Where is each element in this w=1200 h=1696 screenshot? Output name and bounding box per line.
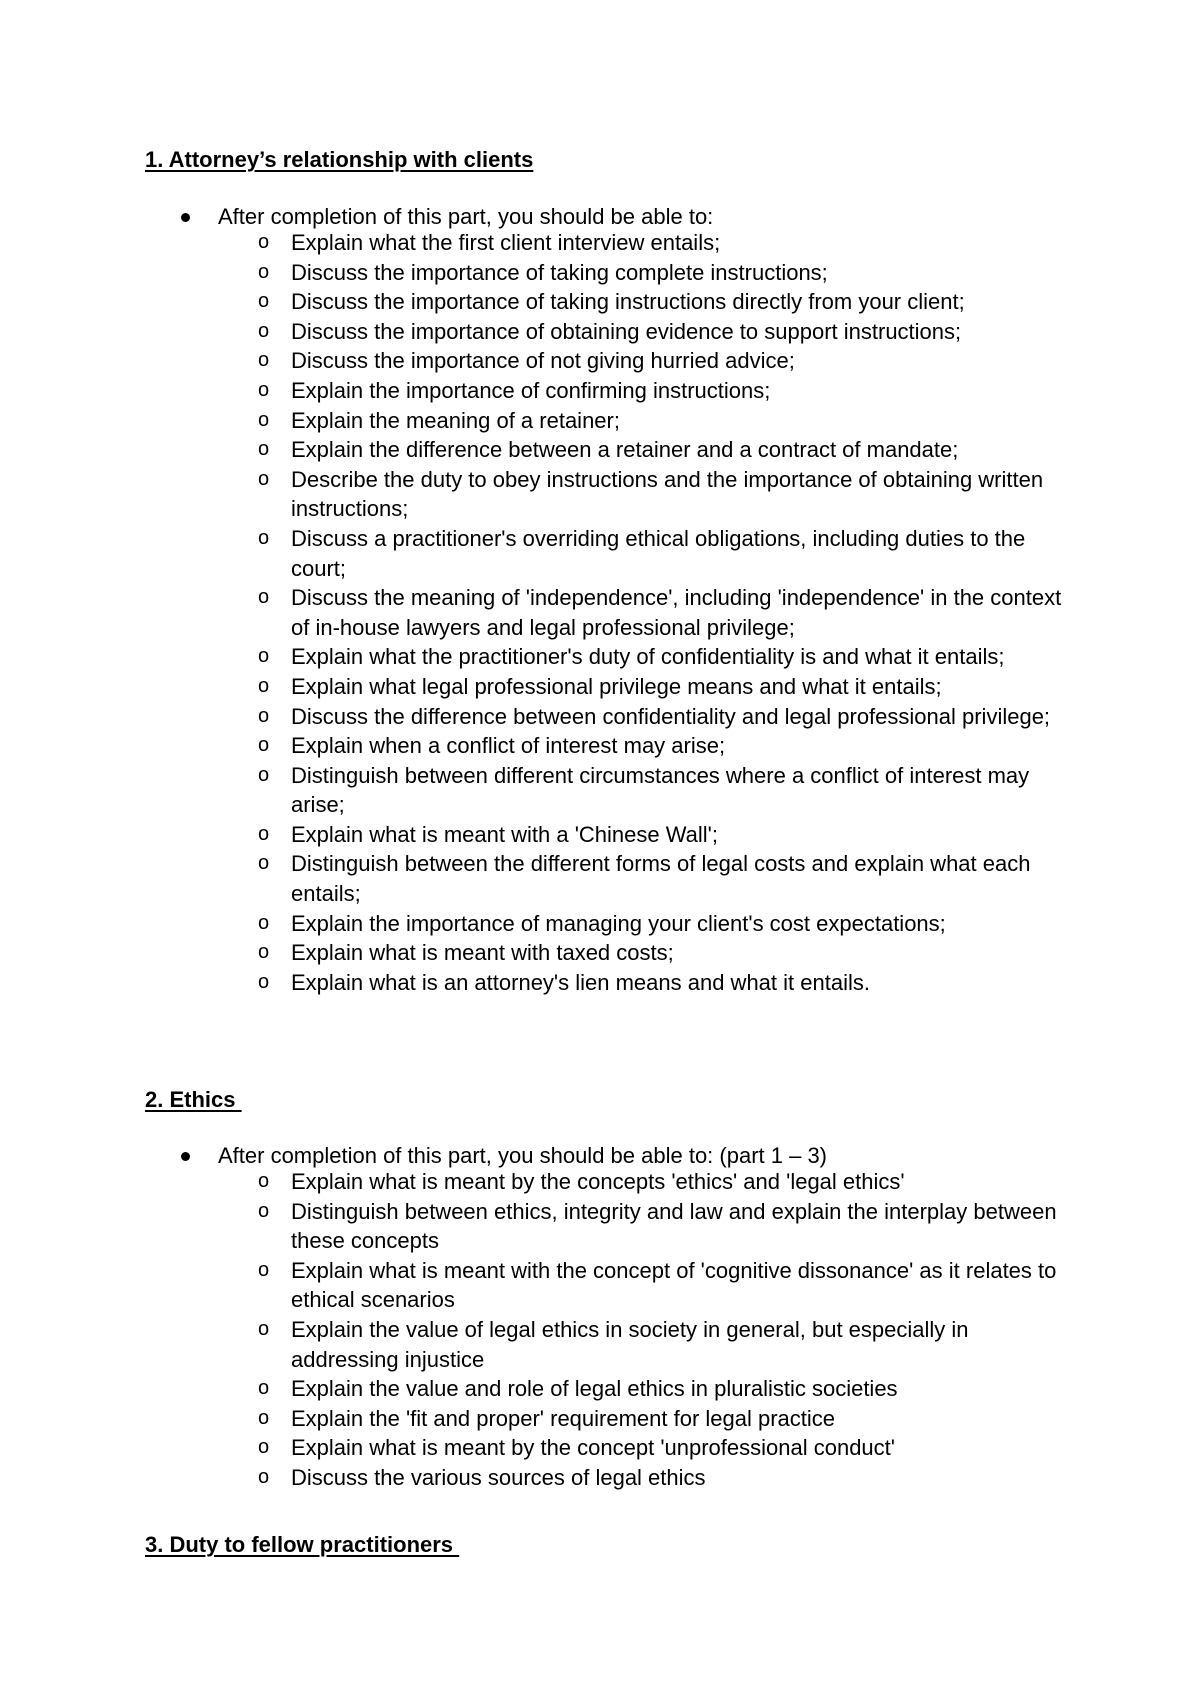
list-item [258, 583, 1078, 642]
list-item [258, 406, 1078, 436]
list-item-text: Discuss a practitioner's overriding ethical obligations, including duties to the court; [291, 525, 1026, 581]
list-item [258, 672, 1078, 702]
circle-bullet-icon: o [258, 349, 270, 372]
list-item-text: Explain the difference between a retainer and a contract of mandate; [291, 437, 959, 463]
section-2-intro-text: After completion of this part, you should be able to: (part 1 – 3) [218, 1143, 828, 1168]
circle-bullet-icon: o [258, 852, 270, 875]
circle-bullet-icon: o [258, 911, 270, 934]
circle-bullet-icon: o [258, 704, 270, 727]
list-item-text: Discuss the importance of taking complete instructions; [291, 259, 828, 285]
circle-bullet-icon: o [258, 734, 270, 757]
circle-bullet-icon: o [258, 231, 270, 253]
list-item-text: Distinguish between different circumstances where a conflict of interest may arise; [291, 762, 1030, 818]
list-item-text: Explain what legal professional privilege means and what it entails; [291, 673, 942, 699]
bullet-dot-icon [181, 213, 190, 222]
list-item [258, 1256, 1078, 1315]
circle-bullet-icon: o [258, 467, 270, 490]
circle-bullet-icon: o [258, 1258, 270, 1281]
list-item [258, 524, 1078, 583]
list-item [258, 1404, 1078, 1434]
list-item-text: Explain what is meant by the concepts 'ethics' and 'legal ethics' [291, 1169, 905, 1194]
list-item [258, 731, 1078, 761]
list-item-text: Explain the value and role of legal ethics in pluralistic societies [291, 1376, 898, 1402]
circle-bullet-icon: o [258, 260, 270, 283]
list-item [258, 938, 1078, 968]
list-item [258, 228, 1078, 258]
circle-bullet-icon: o [258, 1436, 270, 1459]
list-item-text: Explain what is meant with a 'Chinese Wall'; [291, 821, 718, 847]
section-1-objectives-list [258, 228, 1078, 997]
circle-bullet-icon: o [258, 319, 270, 342]
circle-bullet-icon: o [258, 1465, 270, 1488]
list-item-text: Discuss the meaning of 'independence', including 'independence' in the context of in-house lawyers and legal professional privilege; [291, 585, 1062, 640]
list-item-text: Explain the importance of managing your client's cost expectations; [291, 910, 946, 936]
section-2-objectives-list [258, 1167, 1078, 1493]
list-item-text: Discuss the various sources of legal ethics [291, 1464, 706, 1490]
list-item [258, 465, 1078, 524]
circle-bullet-icon: o [258, 1406, 270, 1429]
list-item-text: Explain what the practitioner's duty of confidentiality is and what it entails; [291, 644, 1005, 670]
circle-bullet-icon: o [258, 1377, 270, 1400]
list-item-text: Explain what the first client interview entails; [291, 230, 721, 255]
list-item-text: Explain what is meant with the concept of 'cognitive dissonance' as it relates to ethical scenarios [291, 1257, 1057, 1313]
section-1-intro-text: After completion of this part, you should be able to: [218, 204, 714, 229]
list-item-text: Explain when a conflict of interest may arise; [291, 733, 726, 759]
list-item [258, 435, 1078, 465]
list-item [258, 1315, 1078, 1374]
list-item [258, 346, 1078, 376]
list-item [258, 376, 1078, 406]
list-item [258, 1197, 1078, 1256]
circle-bullet-icon: o [258, 970, 270, 993]
list-item [258, 287, 1078, 317]
circle-bullet-icon: o [258, 586, 270, 609]
list-item-text: Explain what is meant with taxed costs; [291, 940, 674, 966]
list-item [258, 1463, 1078, 1493]
list-item [258, 258, 1078, 288]
list-item [258, 968, 1078, 998]
list-item-text: Discuss the importance of obtaining evidence to support instructions; [291, 318, 962, 344]
circle-bullet-icon: o [258, 526, 270, 549]
list-item-text: Distinguish between ethics, integrity and law and explain the interplay between these concepts [291, 1198, 1057, 1254]
section-3-heading: 3. Duty to fellow practitioners [145, 1532, 460, 1557]
circle-bullet-icon: o [258, 438, 270, 461]
list-item [258, 909, 1078, 939]
circle-bullet-icon: o [258, 941, 270, 964]
circle-bullet-icon: o [258, 645, 270, 668]
bullet-dot-icon [181, 1152, 190, 1161]
list-item [258, 761, 1078, 820]
circle-bullet-icon: o [258, 408, 270, 431]
list-item-text: Explain the value of legal ethics in society in general, but especially in addressing injustice [291, 1316, 969, 1372]
list-item [258, 642, 1078, 672]
list-item [258, 820, 1078, 850]
circle-bullet-icon: o [258, 1317, 270, 1340]
list-item-text: Discuss the difference between confidentiality and legal professional privilege; [291, 703, 1051, 729]
section-2-heading: 2. Ethics [145, 1087, 242, 1112]
circle-bullet-icon: o [258, 674, 270, 697]
list-item-text: Discuss the importance of taking instructions directly from your client; [291, 289, 965, 315]
list-item [258, 1167, 1078, 1197]
circle-bullet-icon: o [258, 1199, 270, 1222]
section-1-heading: 1. Attorney’s relationship with clients [145, 147, 534, 172]
list-item-text: Explain what is an attorney's lien means and what it entails. [291, 969, 870, 995]
circle-bullet-icon: o [258, 290, 270, 313]
list-item-text: Describe the duty to obey instructions and the importance of obtaining written instructions; [291, 466, 1044, 522]
list-item [258, 1374, 1078, 1404]
list-item-text: Explain the importance of confirming instructions; [291, 377, 771, 403]
list-item-text: Explain the meaning of a retainer; [291, 407, 620, 433]
circle-bullet-icon: o [258, 1170, 270, 1192]
circle-bullet-icon: o [258, 378, 270, 401]
list-item-text: Distinguish between the different forms of legal costs and explain what each entails; [291, 851, 1031, 907]
list-item [258, 317, 1078, 347]
circle-bullet-icon: o [258, 763, 270, 786]
list-item [258, 702, 1078, 732]
circle-bullet-icon: o [258, 822, 270, 845]
list-item [258, 1433, 1078, 1463]
list-item-text: Explain what is meant by the concept 'unprofessional conduct' [291, 1435, 895, 1461]
list-item-text: Explain the 'fit and proper' requirement for legal practice [291, 1405, 836, 1431]
list-item-text: Discuss the importance of not giving hurried advice; [291, 348, 795, 374]
list-item [258, 849, 1078, 908]
